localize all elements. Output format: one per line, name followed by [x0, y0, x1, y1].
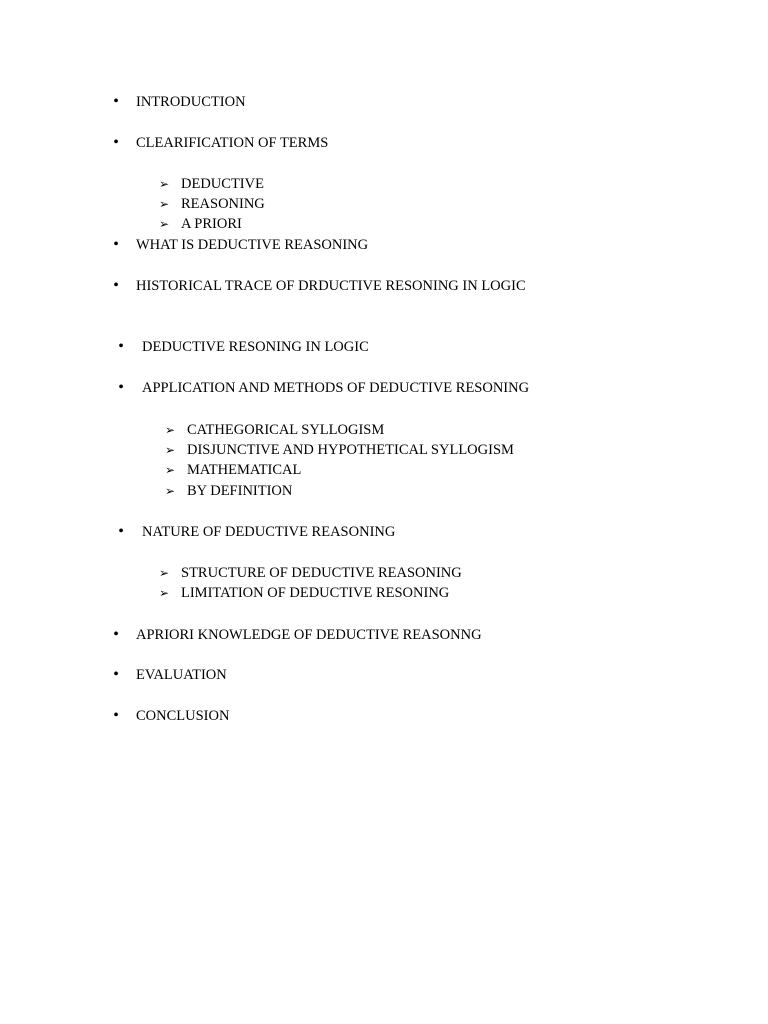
outline-item-clarification-of-terms: CLEARIFICATION OF TERMS	[136, 135, 329, 151]
outline-item-apriori-knowledge: APRIORI KNOWLEDGE OF DEDUCTIVE REASONNG	[136, 627, 482, 643]
outline-item-what-is-deductive-reasoning: WHAT IS DEDUCTIVE REASONING	[136, 237, 369, 253]
outline-item-evaluation: EVALUATION	[136, 667, 227, 683]
sub-item-cathegorical-syllogism: CATHEGORICAL SYLLOGISM	[187, 422, 385, 438]
bullet-icon: •	[118, 379, 124, 396]
arrow-bullet-icon: ➢	[164, 484, 176, 498]
sub-item-limitation: LIMITATION OF DEDUCTIVE RESONING	[181, 585, 450, 601]
sub-item-structure: STRUCTURE OF DEDUCTIVE REASONING	[181, 565, 462, 581]
bullet-icon: •	[113, 666, 119, 683]
sub-item-a-priori: A PRIORI	[181, 216, 242, 232]
outline-item-historical-trace: HISTORICAL TRACE OF DRDUCTIVE RESONING IN LOGIC	[136, 278, 526, 294]
bullet-icon: •	[113, 93, 119, 110]
arrow-bullet-icon: ➢	[164, 443, 176, 457]
sub-item-deductive: DEDUCTIVE	[181, 176, 264, 192]
sub-item-by-definition: BY DEFINITION	[187, 483, 293, 499]
outline-item-introduction: INTRODUCTION	[136, 94, 246, 110]
sub-item-mathematical: MATHEMATICAL	[187, 462, 302, 478]
arrow-bullet-icon: ➢	[164, 423, 176, 437]
bullet-icon: •	[113, 707, 119, 724]
arrow-bullet-icon: ➢	[158, 566, 170, 580]
arrow-bullet-icon: ➢	[164, 463, 176, 477]
outline-item-deductive-resoning-in-logic: DEDUCTIVE RESONING IN LOGIC	[142, 339, 369, 355]
arrow-bullet-icon: ➢	[158, 177, 170, 191]
arrow-bullet-icon: ➢	[158, 586, 170, 600]
outline-item-application-and-methods: APPLICATION AND METHODS OF DEDUCTIVE RESONING	[142, 380, 530, 396]
sub-item-disjunctive-and-hypothetical: DISJUNCTIVE AND HYPOTHETICAL SYLLOGISM	[187, 442, 514, 458]
arrow-bullet-icon: ➢	[158, 197, 170, 211]
outline-item-nature-of-deductive-reasoning: NATURE OF DEDUCTIVE REASONING	[142, 524, 396, 540]
sub-item-reasoning: REASONING	[181, 196, 265, 212]
outline-item-conclusion: CONCLUSION	[136, 708, 230, 724]
bullet-icon: •	[113, 236, 119, 253]
bullet-icon: •	[113, 626, 119, 643]
arrow-bullet-icon: ➢	[158, 217, 170, 231]
bullet-icon: •	[113, 277, 119, 294]
bullet-icon: •	[118, 338, 124, 355]
bullet-icon: •	[118, 523, 124, 540]
bullet-icon: •	[113, 134, 119, 151]
